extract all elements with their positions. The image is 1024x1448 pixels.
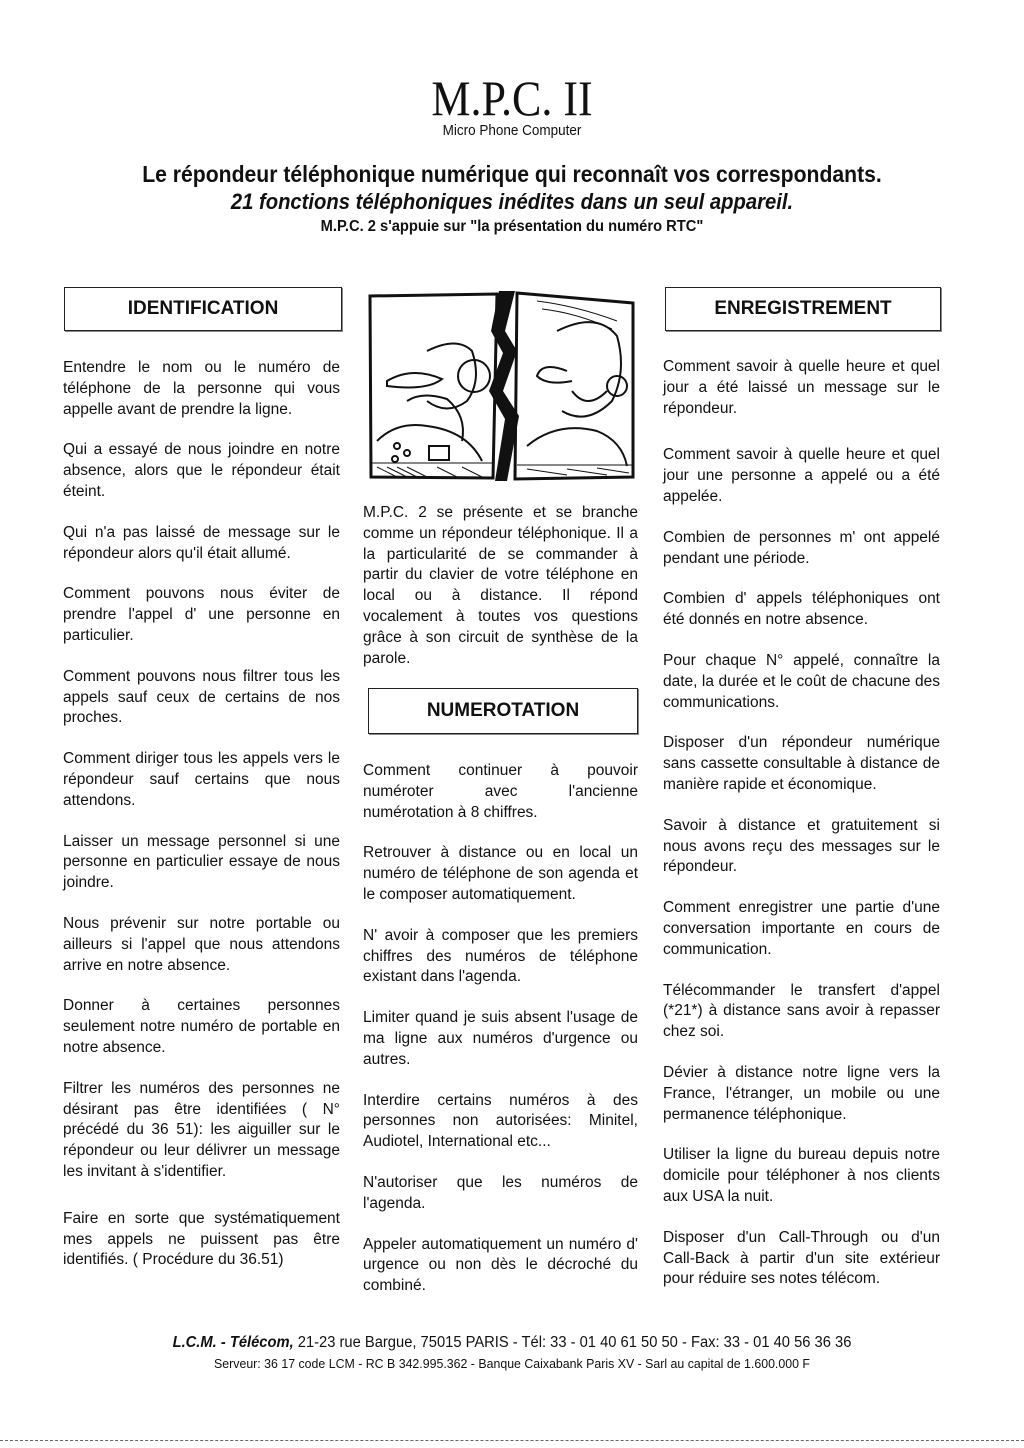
identification-item: Qui n'a pas laissé de message sur le répondeur alors qu'il était allumé.	[63, 523, 340, 562]
enregistrement-item: Comment savoir à quelle heure et quel jour une personne a appelé ou a été appelée.	[663, 446, 940, 505]
enregistrement-item: Disposer d'un Call-Through ou d'un Call-Back à partir d'un site extérieur pour réduire ses notes télécom.	[663, 1228, 940, 1288]
numerotation-heading-box	[368, 688, 638, 734]
identification-heading: IDENTIFICATION	[127, 298, 279, 319]
enregistrement-item: Comment enregistrer une partie d'une conversation importante en cours de communication.	[663, 899, 940, 958]
cartoon-illustration	[367, 291, 637, 481]
identification-item: Laisser un message personnel si une personne en particulier essaye de nous joindre.	[63, 832, 340, 892]
numerotation-item: Comment continuer à pouvoir numéroter avec l'ancienne numérotation à 8 chiffres.	[363, 762, 638, 821]
identification-heading-box	[64, 287, 342, 331]
identification-list	[63, 358, 340, 1291]
identification-item: Filtrer les numéros des personnes ne désirant pas être identifiées ( N° précédé du 36 51): les aiguiller sur le répondeur ou leur délivrer un message les invitant à s'identifier.	[63, 1079, 340, 1180]
numerotation-item: N'autoriser que les numéros de l'agenda.	[363, 1173, 638, 1212]
identification-item: Entendre le nom ou le numéro de téléphone de la personne qui vous appelle avant de prendre la ligne.	[63, 359, 340, 418]
numerotation-item: N' avoir à composer que les premiers chiffres des numéros de téléphone existant dans l'agenda.	[363, 926, 638, 986]
numerotation-heading: NUMEROTATION	[426, 700, 580, 721]
numerotation-item: Retrouver à distance ou en local un numéro de téléphone de son agenda et le composer automatiquement.	[363, 844, 638, 903]
enregistrement-list	[663, 357, 940, 1310]
document-title: M.P.C. II	[431, 70, 593, 126]
identification-item: Comment pouvons nous éviter de prendre l'appel d' une personne en particulier.	[63, 585, 340, 644]
footer-legal-line: Serveur: 36 17 code LCM - RC B 342.995.362 - Banque Caixabank Paris XV - Sarl au capital de 1.600.000 F	[214, 1356, 810, 1371]
identification-item: Comment pouvons nous filtrer tous les appels sauf ceux de certains de nos proches.	[63, 667, 340, 727]
tagline-main: Le répondeur téléphonique numérique qui reconnaît vos correspondants.	[142, 161, 882, 187]
enregistrement-item: Utiliser la ligne du bureau depuis notre domicile pour téléphoner à nos clients aux USA la nuit.	[663, 1146, 940, 1205]
enregistrement-item: Savoir à distance et gratuitement si nous avons reçu des messages sur le répondeur.	[663, 816, 940, 876]
enregistrement-heading-box	[665, 287, 941, 331]
identification-item: Comment diriger tous les appels vers le répondeur sauf certains que nous attendons.	[63, 750, 340, 809]
tagline-rtc: M.P.C. 2 s'appuie sur "la présentation du numéro RTC"	[320, 218, 704, 235]
enregistrement-item: Comment savoir à quelle heure et quel jour a été laissé un message sur le répondeur.	[663, 358, 940, 417]
enregistrement-item: Télécommander le transfert d'appel (*21*) à distance sans avoir à repasser chez soi.	[663, 981, 940, 1041]
enregistrement-item: Combien de personnes m' ont appelé pendant une période.	[663, 528, 940, 567]
page-bottom-rule	[0, 1440, 1024, 1442]
center-description	[363, 503, 638, 689]
identification-item: Donner à certaines personnes seulement notre numéro de portable en notre absence.	[63, 997, 340, 1056]
identification-item: Faire en sorte que systématiquement mes appels ne puissent pas être identifiés. ( Procédure du 36.51)	[63, 1209, 340, 1269]
tagline-functions: 21 fonctions téléphoniques inédites dans un seul appareil.	[230, 189, 794, 214]
identification-item: Nous prévenir sur notre portable ou ailleurs si l'appel que nous attendons arrive en notre absence.	[63, 914, 340, 974]
footer-address: 21-23 rue Bargue, 75015 PARIS - Tél: 33 - 01 40 61 50 50 - Fax: 33 - 01 40 56 36 36	[293, 1334, 852, 1351]
document-subtitle: Micro Phone Computer	[442, 122, 582, 139]
numerotation-item: Appeler automatiquement un numéro d' urgence ou non dès le décroché du combiné.	[363, 1235, 638, 1295]
enregistrement-item: Disposer d'un répondeur numérique sans cassette consultable à distance de manière rapide et économique.	[663, 734, 940, 793]
product-description: M.P.C. 2 se présente et se branche comme un répondeur téléphonique. Il a la particularité de se commander à partir du clavier de votre téléphone en local ou à distance. Il répond vocalement à toutes vos questions grâce à son circuit de synthèse de la parole.	[363, 504, 638, 667]
identification-item: Qui a essayé de nous joindre en notre absence, alors que le répondeur était éteint.	[63, 441, 340, 500]
footer-company-line	[26, 1334, 999, 1352]
enregistrement-heading: ENREGISTREMENT	[714, 298, 892, 319]
numerotation-item: Interdire certains numéros à des personnes non autorisées: Minitel, Audiotel, International etc...	[363, 1091, 638, 1151]
enregistrement-item: Dévier à distance notre ligne vers la France, l'étranger, un mobile ou une permanence téléphonique.	[663, 1063, 940, 1123]
enregistrement-item: Pour chaque N° appelé, connaître la date, la durée et le coût de chacune des communications.	[663, 651, 940, 711]
footer-brand: L.C.M. - Télécom,	[172, 1334, 294, 1351]
enregistrement-item: Combien d' appels téléphoniques ont été donnés en notre absence.	[663, 590, 940, 629]
numerotation-item: Limiter quand je suis absent l'usage de ma ligne aux numéros d'urgence ou autres.	[363, 1009, 638, 1068]
numerotation-list	[363, 761, 638, 1317]
